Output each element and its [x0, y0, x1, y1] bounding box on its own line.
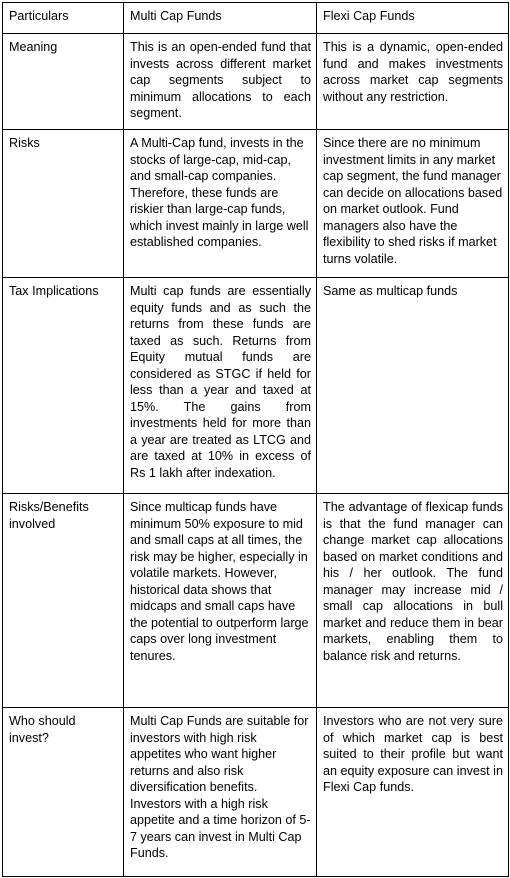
- multi-cap-cell: A Multi-Cap fund, invests in the stocks of large-cap, mid-cap, and small-cap companies. Therefore, these funds are riskier than large-cap funds, which invest mainly in large well established companies.: [124, 130, 317, 278]
- table-row-risks: [3, 130, 509, 278]
- particular-cell: Meaning: [3, 34, 124, 130]
- table-row-tax-implications: [3, 278, 509, 494]
- flexi-cap-cell: Since there are no minimum investment limits in any market cap segment, the fund manager can decide on allocations based on market outlook. Fund managers also have the flexibility to shed risks if market turns volatile.: [317, 130, 509, 278]
- particular-cell: Risks: [3, 130, 124, 278]
- table-header-row: [3, 3, 509, 34]
- header-multi-cap-funds: Multi Cap Funds: [124, 3, 317, 34]
- particular-cell: Risks/Benefits involved: [3, 494, 124, 708]
- flexi-cap-cell: This is a dynamic, open-ended fund and makes investments across market cap segments without any restriction.: [317, 34, 509, 130]
- flexi-cap-cell: Same as multicap funds: [317, 278, 509, 494]
- multi-cap-cell: Multi cap funds are essentially equity funds and as such the returns from these funds are taxed as such. Returns from Equity mutual funds are considered as STGC if held for less than a year and taxed at 15%. The gains from investments held for more than a year are treated as LTCG and are taxed at 10% in excess of Rs 1 lakh after indexation.: [124, 278, 317, 494]
- flexi-cap-cell: The advantage of flexicap funds is that the fund manager can change market cap allocations based on market conditions and his / her outlook. The fund manager may increase mid / small cap allocations in bull market and reduce them in bear markets, enabling them to balance risk and returns.: [317, 494, 509, 708]
- particular-cell: Tax Implications: [3, 278, 124, 494]
- table-row-risks-benefits: [3, 494, 509, 708]
- header-flexi-cap-funds: Flexi Cap Funds: [317, 3, 509, 34]
- header-particulars: Particulars: [3, 3, 124, 34]
- multi-cap-cell: Multi Cap Funds are suitable for investors with high risk appetites who want higher returns and also risk diversification benefits. Investors with a high risk appetite and a time horizon of 5-7 years can invest in Multi Cap Funds.: [124, 708, 317, 877]
- table-row-who-should-invest: [3, 708, 509, 877]
- comparison-table: [2, 2, 509, 877]
- flexi-cap-cell: Investors who are not very sure of which market cap is best suited to their profile but want an equity exposure can invest in Flexi Cap funds.: [317, 708, 509, 877]
- table-row-meaning: [3, 34, 509, 130]
- multi-cap-cell: Since multicap funds have minimum 50% exposure to mid and small caps at all times, the risk may be higher, especially in volatile markets. However, historical data shows that midcaps and small caps have the potential to outperform large caps over long investment tenures.: [124, 494, 317, 708]
- multi-cap-cell: This is an open-ended fund that invests across different market cap segments subject to minimum allocations to each segment.: [124, 34, 317, 130]
- particular-cell: Who should invest?: [3, 708, 124, 877]
